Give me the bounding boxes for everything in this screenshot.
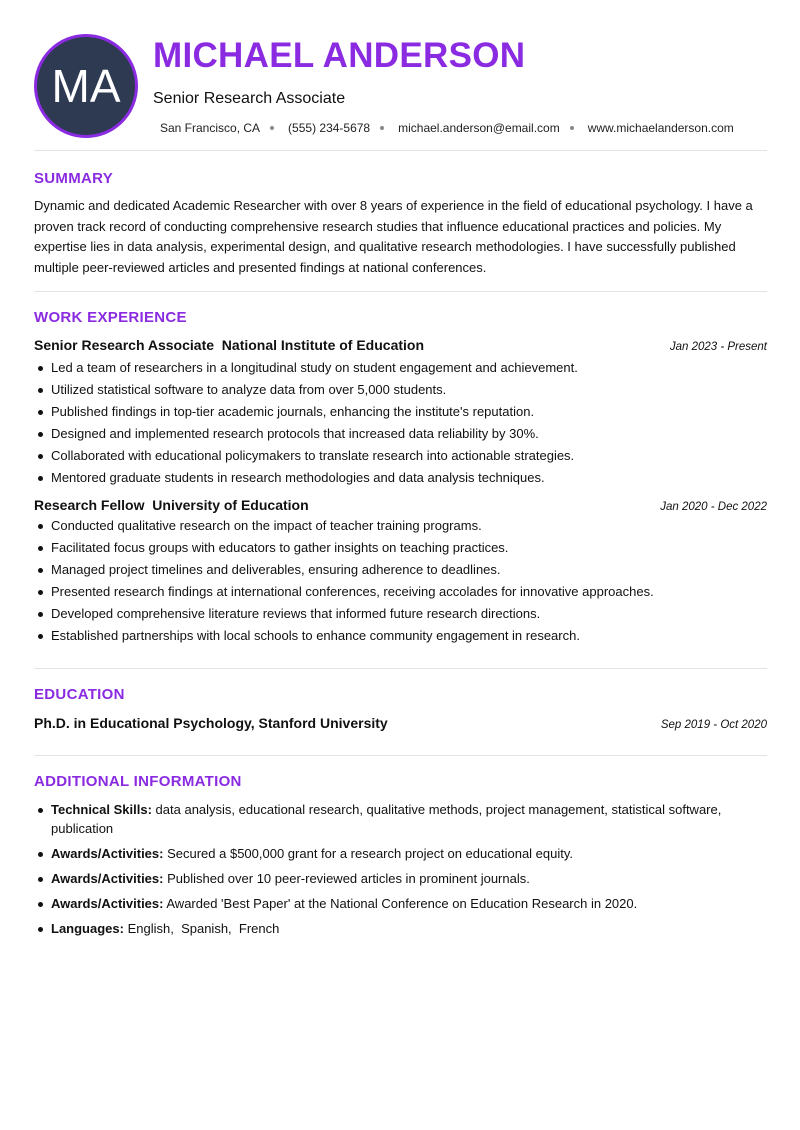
additional-info-list: [34, 800, 767, 938]
divider: [34, 755, 767, 756]
list-item: Developed comprehensive literature reviews that informed future research directions.: [34, 603, 767, 625]
contact-email[interactable]: michael.anderson@email.com: [398, 121, 560, 135]
education-heading: EDUCATION: [34, 686, 125, 703]
job-title-line: [34, 337, 424, 353]
job-title: Senior Research Associate: [34, 337, 215, 353]
job-organization: National Institute of Education: [221, 337, 425, 353]
divider: [34, 150, 767, 151]
item-label: Technical Skills:: [51, 802, 152, 817]
list-item: Facilitated focus groups with educators to gather insights on teaching practices.: [34, 537, 767, 559]
divider: [34, 291, 767, 292]
list-item: [34, 894, 767, 913]
item-text: Awarded 'Best Paper' at the National Conference on Education Research in 2020.: [166, 896, 638, 911]
additional-info-heading: ADDITIONAL INFORMATION: [34, 773, 242, 790]
list-item: Published findings in top-tier academic journals, enhancing the institute's reputation.: [34, 401, 767, 423]
education-date: Sep 2019 - Oct 2020: [660, 719, 767, 731]
job-bullets: [34, 357, 767, 489]
job-title-line: [34, 497, 309, 513]
separator-dot: [570, 126, 574, 130]
list-item: [34, 800, 767, 838]
candidate-name: MICHAEL ANDERSON: [153, 36, 526, 75]
item-text: Secured a $500,000 grant for a research project on educational equity.: [167, 846, 574, 861]
resume-header: [34, 34, 767, 138]
item-label: Languages:: [51, 921, 124, 936]
summary-section: [34, 170, 767, 278]
list-item: [34, 919, 767, 938]
education-section: [34, 686, 767, 731]
job-bullets: [34, 515, 767, 647]
education-entry: [34, 715, 767, 731]
job-title: Research Fellow: [34, 497, 145, 513]
job-entry: [34, 497, 767, 647]
list-item: [34, 844, 767, 863]
item-text: data analysis, educational research, qualitative methods, project management, statistical software, publication: [51, 802, 722, 836]
separator-dot: [270, 126, 274, 130]
summary-text: Dynamic and dedicated Academic Researcher with over 8 years of experience in the field of educational psychology. I have a proven track record of conducting comprehensive research studies that influence educational practices and policies. My expertise lies in data analysis, experimental design, and qualitative research methodologies. I have successfully published multiple peer-reviewed articles and presented findings at national conferences.: [34, 198, 753, 275]
contact-location: San Francisco, CA: [160, 121, 261, 135]
list-item: Led a team of researchers in a longitudinal study on student engagement and achievement.: [34, 357, 767, 379]
work-experience-heading: WORK EXPERIENCE: [34, 309, 187, 326]
item-label: Awards/Activities:: [51, 871, 164, 886]
separator-dot: [380, 126, 384, 130]
list-item: Conducted qualitative research on the impact of teacher training programs.: [34, 515, 767, 537]
job-entry: [34, 337, 767, 489]
item-text: English, Spanish, French: [127, 921, 280, 936]
contact-line: [160, 120, 734, 136]
contact-phone: (555) 234-5678: [288, 121, 371, 135]
job-date: Jan 2023 - Present: [669, 341, 767, 353]
job-organization: University of Education: [152, 497, 309, 513]
summary-heading: SUMMARY: [34, 170, 114, 187]
list-item: Mentored graduate students in research methodologies and data analysis techniques.: [34, 467, 767, 489]
list-item: Presented research findings at international conferences, receiving accolades for innovative approaches.: [34, 581, 767, 603]
candidate-title: Senior Research Associate: [153, 90, 346, 107]
list-item: [34, 869, 767, 888]
education-degree: Ph.D. in Educational Psychology, Stanford University: [34, 715, 388, 731]
resume-page: [34, 34, 767, 944]
list-item: Collaborated with educational policymakers to translate research into actionable strategies.: [34, 445, 767, 467]
job-header: [34, 497, 767, 513]
list-item: Designed and implemented research protocols that increased data reliability by 30%.: [34, 423, 767, 445]
list-item: Established partnerships with local schools to enhance community engagement in research.: [34, 625, 767, 647]
item-label: Awards/Activities:: [51, 896, 164, 911]
divider: [34, 668, 767, 669]
avatar: MA: [34, 34, 138, 138]
additional-info-section: [34, 773, 767, 938]
job-date: Jan 2020 - Dec 2022: [660, 501, 767, 513]
list-item: Utilized statistical software to analyze data from over 5,000 students.: [34, 379, 767, 401]
list-item: Managed project timelines and deliverables, ensuring adherence to deadlines.: [34, 559, 767, 581]
contact-website[interactable]: www.michaelanderson.com: [587, 121, 734, 135]
item-label: Awards/Activities:: [51, 846, 164, 861]
job-header: [34, 337, 767, 353]
work-experience-section: [34, 309, 767, 647]
item-text: Published over 10 peer-reviewed articles in prominent journals.: [167, 871, 530, 886]
